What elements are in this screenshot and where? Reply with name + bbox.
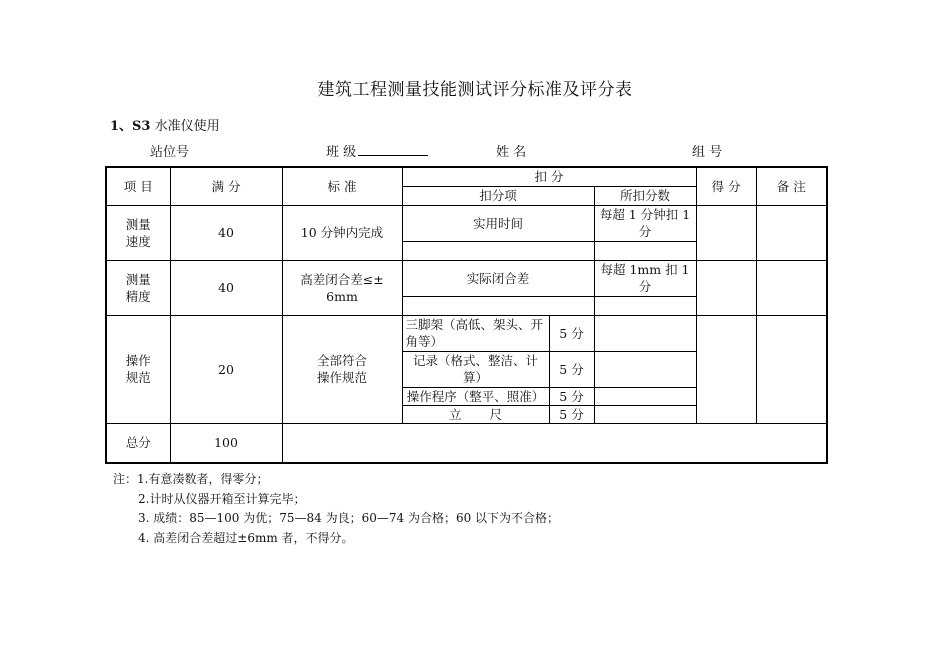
precision-deduct-points: 每超 1mm 扣 1 分 xyxy=(594,260,696,296)
operation-standard: 全部符合 操作规范 xyxy=(282,315,402,423)
total-score-cell[interactable] xyxy=(282,423,827,463)
note-item: 注：1.有意凑数者，得零分； xyxy=(113,472,269,486)
total-full: 100 xyxy=(170,423,282,463)
precision-deduct-item: 实际闭合差 xyxy=(402,260,594,296)
header-full: 满 分 xyxy=(170,167,282,205)
operation-sub-points: 5 分 xyxy=(549,351,594,387)
header-remark: 备 注 xyxy=(756,167,827,205)
speed-full: 40 xyxy=(170,205,282,260)
header-deduct-points: 所扣分数 xyxy=(594,186,696,205)
operation-sub-label: 操作程序（整平、照准） xyxy=(402,387,549,405)
notes xyxy=(113,470,559,548)
group-label: 组 号 xyxy=(692,145,723,160)
operation-full: 20 xyxy=(170,315,282,423)
precision-remark-cell[interactable] xyxy=(756,260,827,315)
operation-sub-points: 5 分 xyxy=(549,387,594,405)
total-item: 总分 xyxy=(106,423,170,463)
speed-deduct-value-cell[interactable] xyxy=(594,241,696,260)
header-item: 项 目 xyxy=(106,167,170,205)
score-table xyxy=(105,166,828,464)
operation-sub-points: 5 分 xyxy=(549,315,594,351)
section-name: 水准仪使用 xyxy=(154,119,220,134)
operation-sub-deduct-cell[interactable] xyxy=(594,315,696,351)
station-label: 站位号 xyxy=(150,145,190,160)
operation-sub-label: 记录（格式、整洁、计算） xyxy=(402,351,549,387)
operation-sub-deduct-cell[interactable] xyxy=(594,351,696,387)
speed-remark-cell[interactable] xyxy=(756,205,827,260)
speed-standard: 10 分钟内完成 xyxy=(282,205,402,260)
operation-item: 操作 规范 xyxy=(106,315,170,423)
precision-standard: 高差闭合差≤± 6mm xyxy=(282,260,402,315)
precision-item: 测量 精度 xyxy=(106,260,170,315)
speed-time-value-cell[interactable] xyxy=(402,241,594,260)
header-score: 得 分 xyxy=(696,167,756,205)
speed-deduct-item: 实用时间 xyxy=(402,205,594,241)
name-label: 姓 名 xyxy=(496,145,527,160)
class-label: 班 级 xyxy=(326,145,357,160)
precision-full: 40 xyxy=(170,260,282,315)
note-item: 3. 成绩：85—100 为优；75—84 为良；60—74 为合格；60 以下为不合格； xyxy=(138,511,560,525)
class-input-line[interactable] xyxy=(358,143,428,156)
note-item: 2.计时从仪器开箱至计算完毕； xyxy=(138,491,306,506)
precision-closure-value-cell[interactable] xyxy=(402,296,594,315)
operation-sub-deduct-cell[interactable] xyxy=(594,387,696,405)
section-number: 1、S3 xyxy=(110,119,151,134)
precision-deduct-value-cell[interactable] xyxy=(594,296,696,315)
speed-score-cell[interactable] xyxy=(696,205,756,260)
class-field xyxy=(326,141,428,160)
header-deduct: 扣 分 xyxy=(402,167,696,186)
section-heading xyxy=(110,115,220,134)
precision-score-cell[interactable] xyxy=(696,260,756,315)
speed-item: 测量 速度 xyxy=(106,205,170,260)
header-deduct-item: 扣分项 xyxy=(402,186,594,205)
note-item: 4. 高差闭合差超过±6mm 者，不得分。 xyxy=(138,530,354,545)
operation-score-cell[interactable] xyxy=(696,315,756,423)
operation-remark-cell[interactable] xyxy=(756,315,827,423)
operation-sub-points: 5 分 xyxy=(549,405,594,423)
page-title: 建筑工程测量技能测试评分标准及评分表 xyxy=(317,80,633,100)
operation-sub-label: 三脚架（高低、架头、开角等） xyxy=(402,315,549,351)
speed-deduct-points: 每超 1 分钟扣 1 分 xyxy=(594,205,696,241)
header-standard: 标 准 xyxy=(282,167,402,205)
operation-sub-label: 立 尺 xyxy=(402,405,549,423)
operation-sub-deduct-cell[interactable] xyxy=(594,405,696,423)
